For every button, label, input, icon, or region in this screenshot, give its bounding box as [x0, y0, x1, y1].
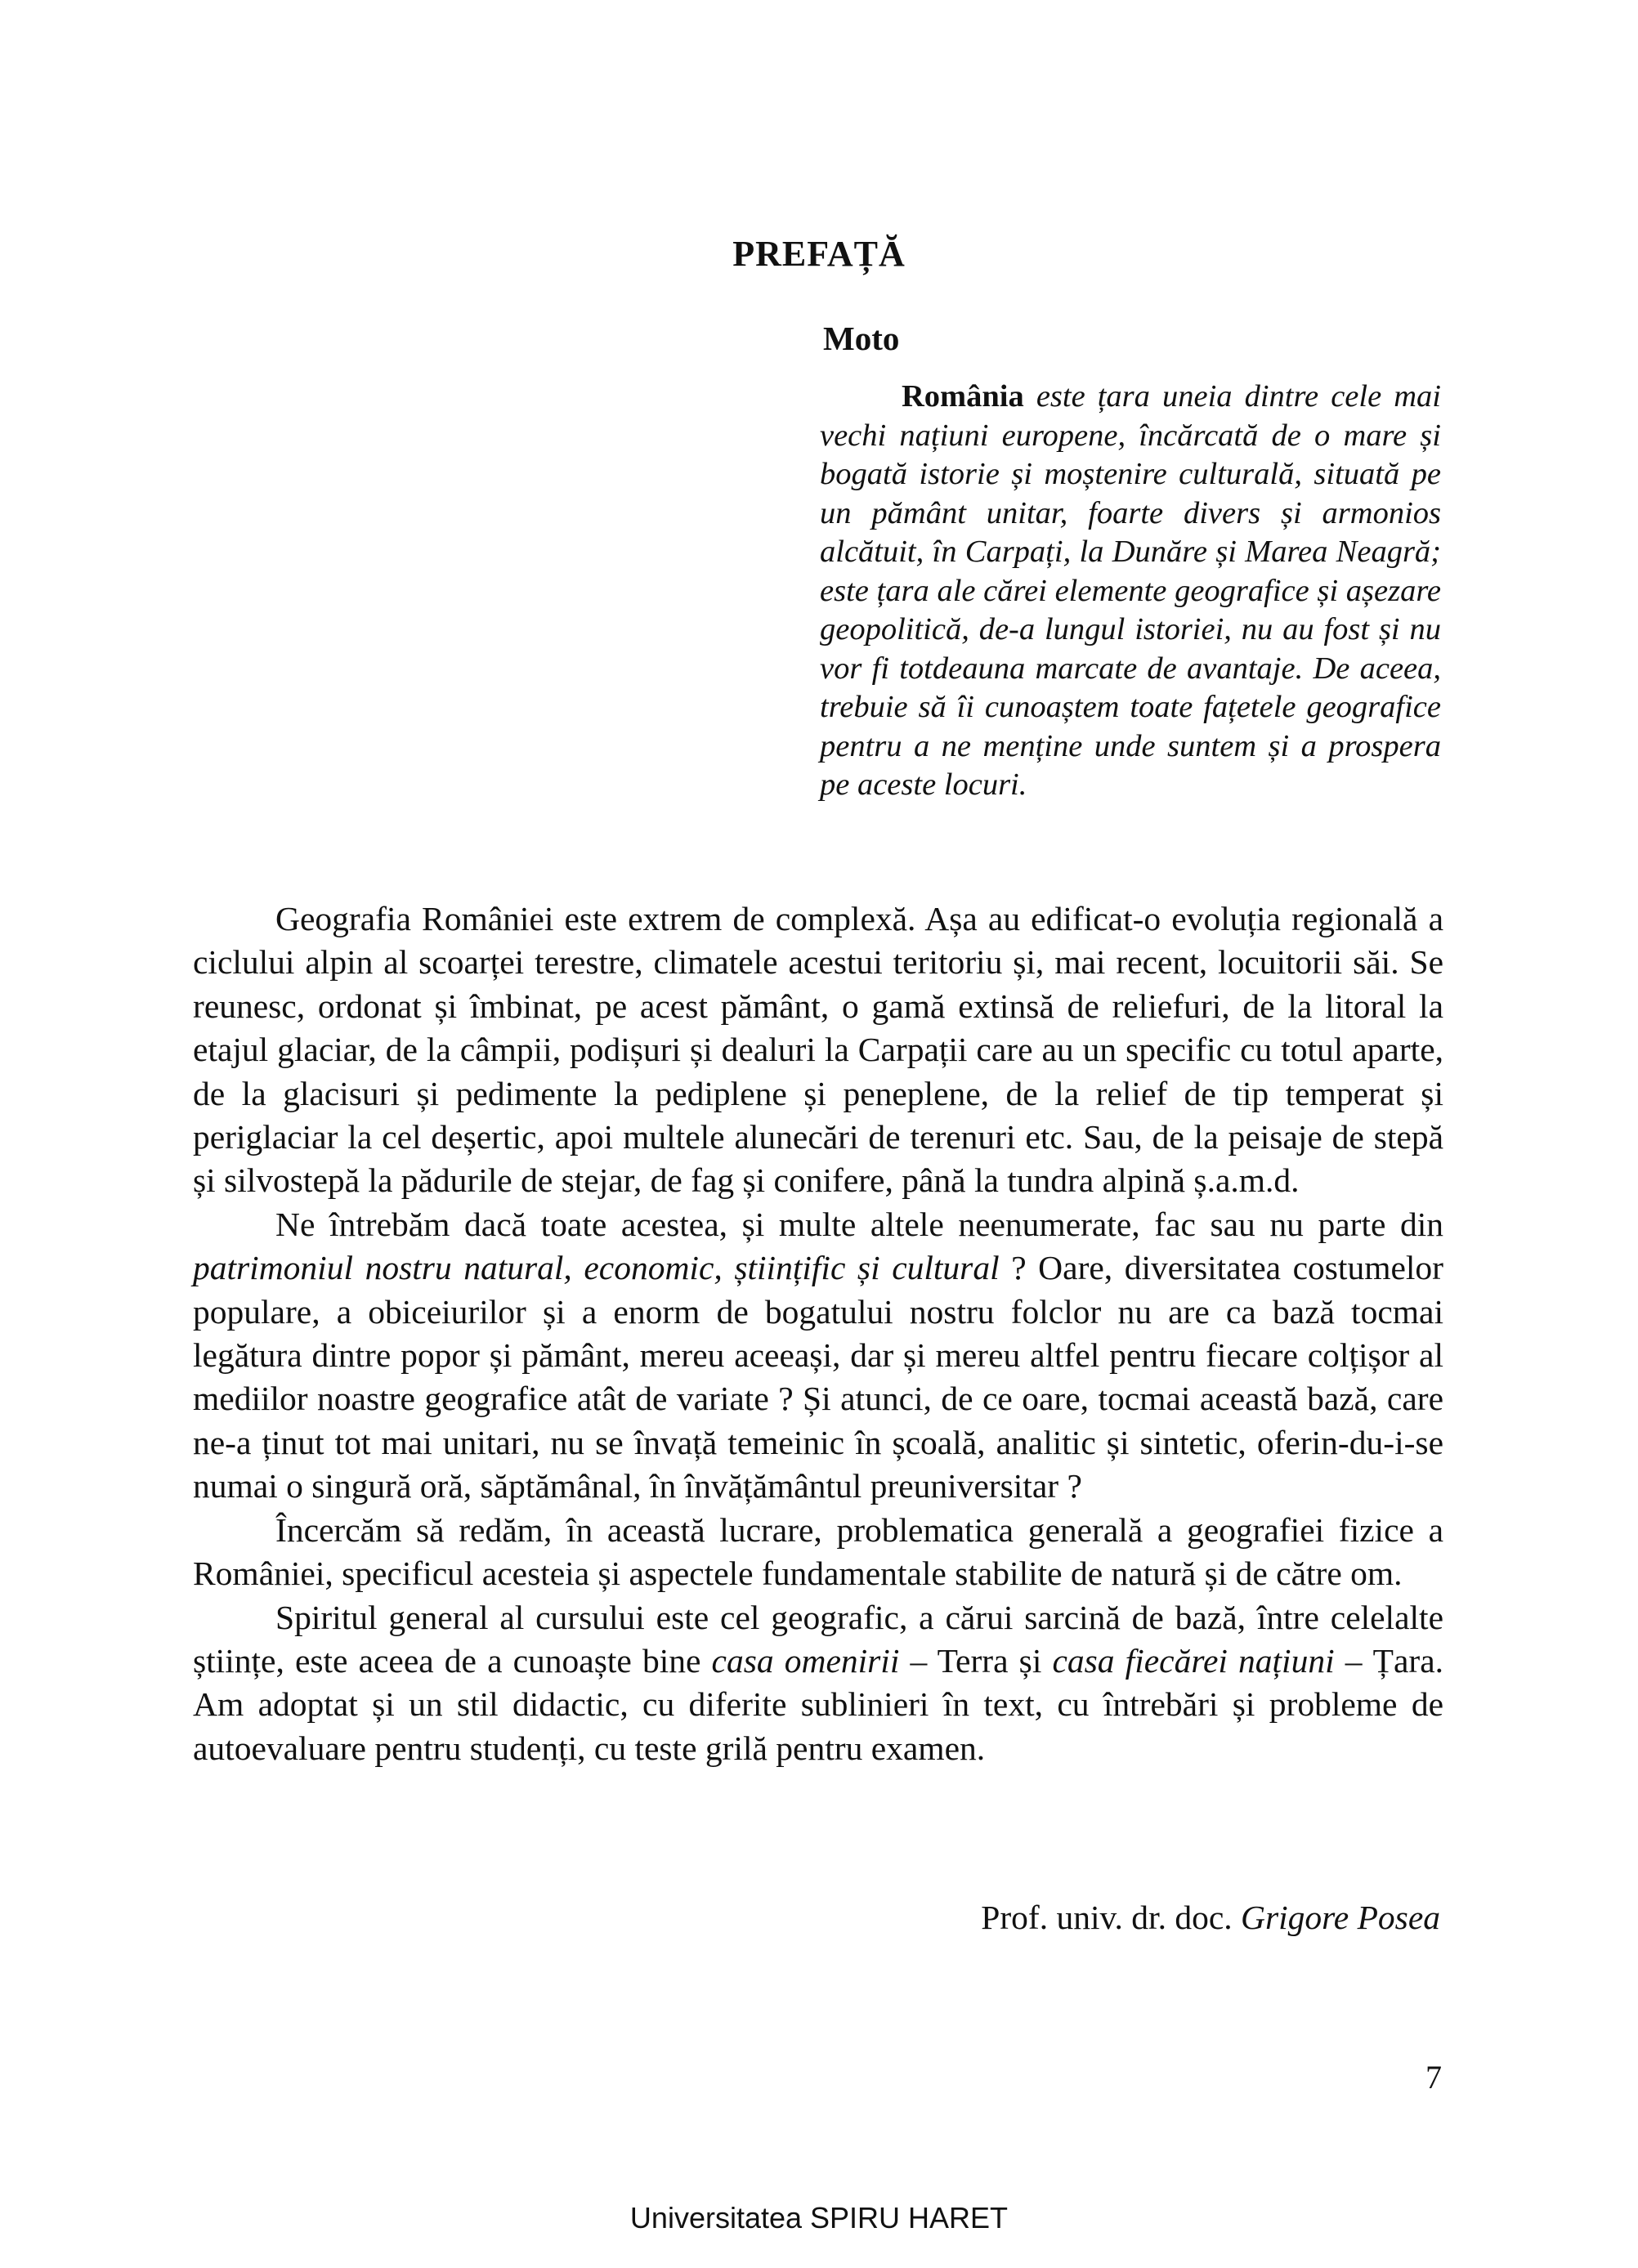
- paragraph-4-text-b: – Terra și: [910, 1641, 1042, 1680]
- paragraph-3: Încercăm să redăm, în această lucrare, problematica generală a geografiei fizice a României, specificul acesteia și aspectele fundamentale stabilite de natură și de către om.: [193, 1510, 1443, 1593]
- moto-quote: [820, 378, 1441, 805]
- author-signature: [981, 1898, 1440, 1937]
- paragraph-2-italic: patrimoniul nostru natural, economic, științific și cultural: [193, 1249, 1000, 1287]
- paragraph-2: [193, 1203, 1443, 1509]
- paragraph-4-italic-1: casa omenirii: [711, 1641, 900, 1680]
- paragraph-2-text-b: ? Oare, diversitatea costumelor populare, a obiceiurilor și a enorm de bogatului nostru folclor nu are ca bază tocmai legătura dintre popor și pământ, mereu aceeași, dar și mereu altfel pentru fiecare colțișor al mediilor noastre geografice atât de variate ? Și atunci, de ce oare, tocmai această bază, care ne-a ținut tot mai unitari, nu se învață temeinic în școală, analitic și sintetic, oferin-du-i-se numai o singură oră, săptămânal, în învățământul preuniversitar ?: [193, 1249, 1443, 1505]
- author-title: Prof. univ. dr. doc.: [981, 1899, 1233, 1936]
- preface-body: [193, 897, 1443, 1770]
- paragraph-4: [193, 1596, 1443, 1771]
- paragraph-4-italic-2: casa fiecărei națiuni: [1052, 1641, 1335, 1680]
- moto-label: Moto: [823, 320, 900, 357]
- moto-bold-word: România: [902, 379, 1024, 414]
- author-name: Grigore Posea: [1241, 1899, 1440, 1936]
- paragraph-2-text-a: Ne întrebăm dacă toate acestea, și multe altele neenumerate, fac sau nu parte din: [275, 1205, 1443, 1243]
- paragraph-4-text-c: – Țara. Am adoptat și un stil didactic, cu diferite sublinieri în text, cu întrebări și probleme de autoevaluare pentru studenți, cu teste grilă pentru examen.: [193, 1641, 1443, 1767]
- page-number: 7: [1425, 2059, 1442, 2096]
- page-footer: Universitatea SPIRU HARET: [629, 2201, 1009, 2234]
- page-title: PREFAȚĂ: [732, 234, 906, 274]
- paragraph-1: Geografia României este extrem de complexă. Așa au edificat-o evoluția regională a ciclului alpin al scoarței terestre, climatele acestui teritoriu și, mai recent, locuitorii săi. Se reunesc, ordonat și îmbinat, pe acest pământ, o gamă extinsă de reliefuri, de la litoral la etajul glaciar, de la câmpii, podișuri și dealuri la Carpații care au un specific cu totul aparte, de la glacisuri și pedimente la pediplene și peneplene, de la relief de tip temperat și periglaciar la cel deșertic, apoi multele alunecări de terenuri etc. Sau, de la peisaje de stepă și silvostepă la pădurile de stejar, de fag și conifere, până la tundra alpină ș.a.m.d.: [193, 900, 1443, 1200]
- paragraph-4-text-a: Spiritul general al cursului este cel geografic, a cărui sarcină de bază, între celelalte științe, este aceea de a cunoaște bine: [193, 1598, 1443, 1680]
- moto-quote-text: este țara uneia dintre cele mai vechi națiuni europene, încărcată de o mare și bogată istorie și moștenire culturală, situată pe un pământ unitar, foarte divers și armonios alcătuit, în Carpați, la Dunăre și Marea Neagră; este țara ale cărei elemente geografice și așezare geopolitică, de-a lungul istoriei, nu au fost și nu vor fi totdeauna marcate de avantaje. De aceea, trebuie să îi cunoaștem toate fațetele geografice pentru a ne menține unde suntem și a prospera pe aceste locuri.: [820, 379, 1441, 802]
